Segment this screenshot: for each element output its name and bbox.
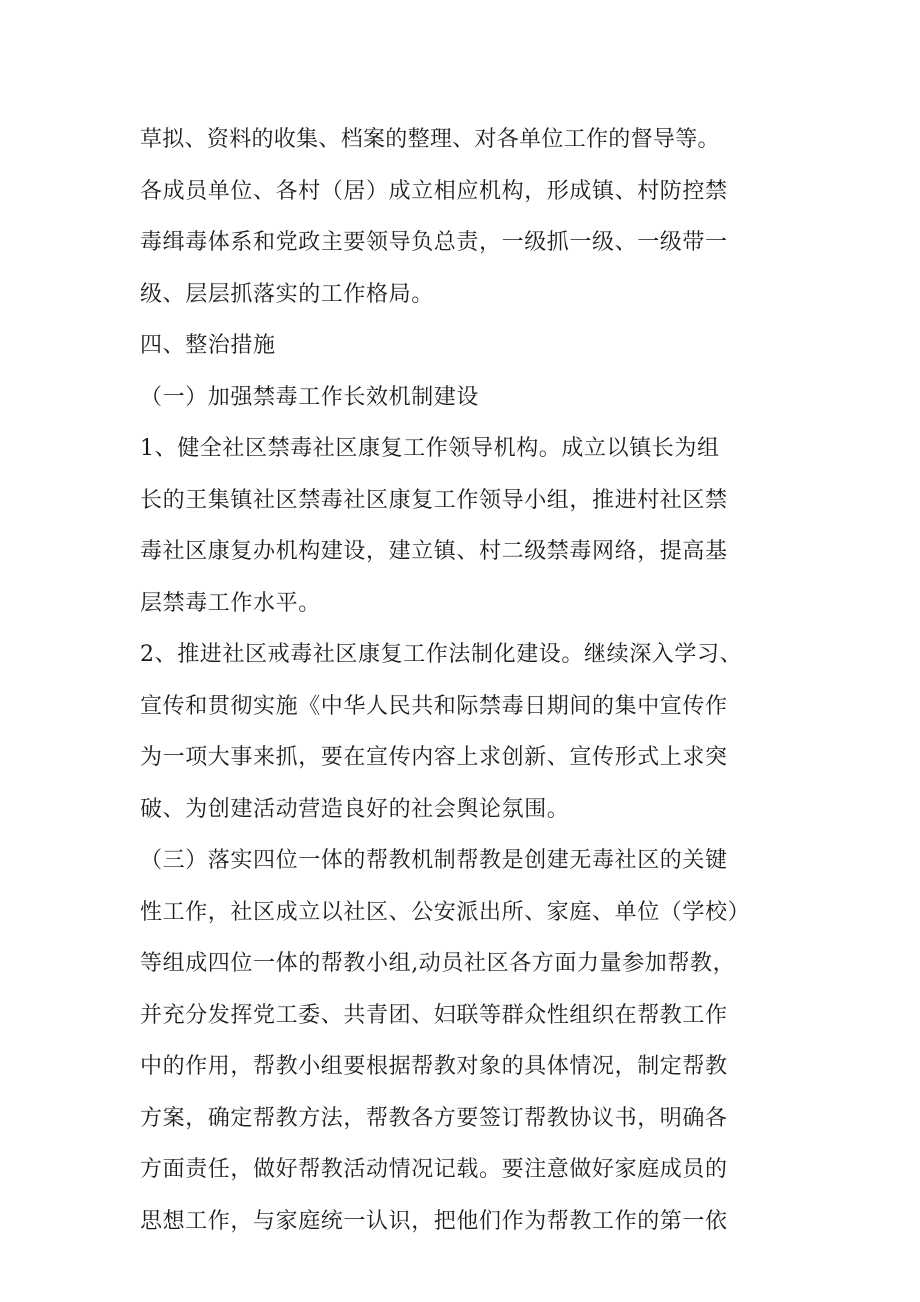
text-line: 毒缉毒体系和党政主要领导负总责，一级抓一级、一级带一: [140, 230, 728, 255]
subsection-heading: （一）加强禁毒工作长效机制建设: [140, 384, 480, 410]
text-line: 草拟、资料的收集、档案的整理、对各单位工作的督导等。: [140, 127, 720, 152]
text-line: 层禁毒工作水平。: [140, 590, 321, 616]
text-line: 思想工作，与家庭统一认识，把他们作为帮教工作的第一依: [140, 1208, 728, 1234]
text-line: 中的作用，帮教小组要根据帮教对象的具体情况，制定帮教: [140, 1054, 728, 1079]
text-line: 性工作，社区成立以社区、公安派出所、家庭、单位（学校）: [140, 899, 751, 925]
text-line: 等组成四位一体的帮教小组,动员社区各方面力量参加帮教，: [140, 951, 736, 976]
text-line: 1、健全社区禁毒社区康复工作领导机构。成立以镇长为组: [140, 436, 720, 461]
text-line: 并充分发挥党工委、共青团、妇联等群众性组织在帮教工作: [140, 1002, 728, 1028]
text-line: 毒社区康复办机构建设，建立镇、村二级禁毒网络，提高基: [140, 539, 728, 564]
text-line: （三）落实四位一体的帮教机制帮教是创建无毒社区的关键: [140, 848, 728, 873]
text-line: 宣传和贯彻实施《中华人民共和际禁毒日期间的集中宣传作: [140, 693, 728, 719]
text-line: 长的王集镇社区禁毒社区康复工作领导小组，推进村社区禁: [140, 487, 728, 513]
document-body: [140, 114, 800, 1247]
text-line: 方面责任，做好帮教活动情况记载。要注意做好家庭成员的: [140, 1157, 728, 1182]
text-line: 为一项大事来抓，要在宣传内容上求创新、宣传形式上求突: [140, 745, 728, 770]
text-line: 各成员单位、各村（居）成立相应机构，形成镇、村防控禁: [140, 178, 728, 204]
text-line: 方案，确定帮教方法，帮教各方要签订帮教协议书，明确各: [140, 1105, 728, 1131]
text-line: 级、层层抓落实的工作格局。: [140, 281, 434, 307]
text-line: 2、推进社区戒毒社区康复工作法制化建设。继续深入学习、: [140, 642, 743, 667]
section-heading: 四、整治措施: [140, 333, 276, 358]
text-line: 破、为创建活动营造良好的社会舆论氛围。: [140, 796, 570, 822]
